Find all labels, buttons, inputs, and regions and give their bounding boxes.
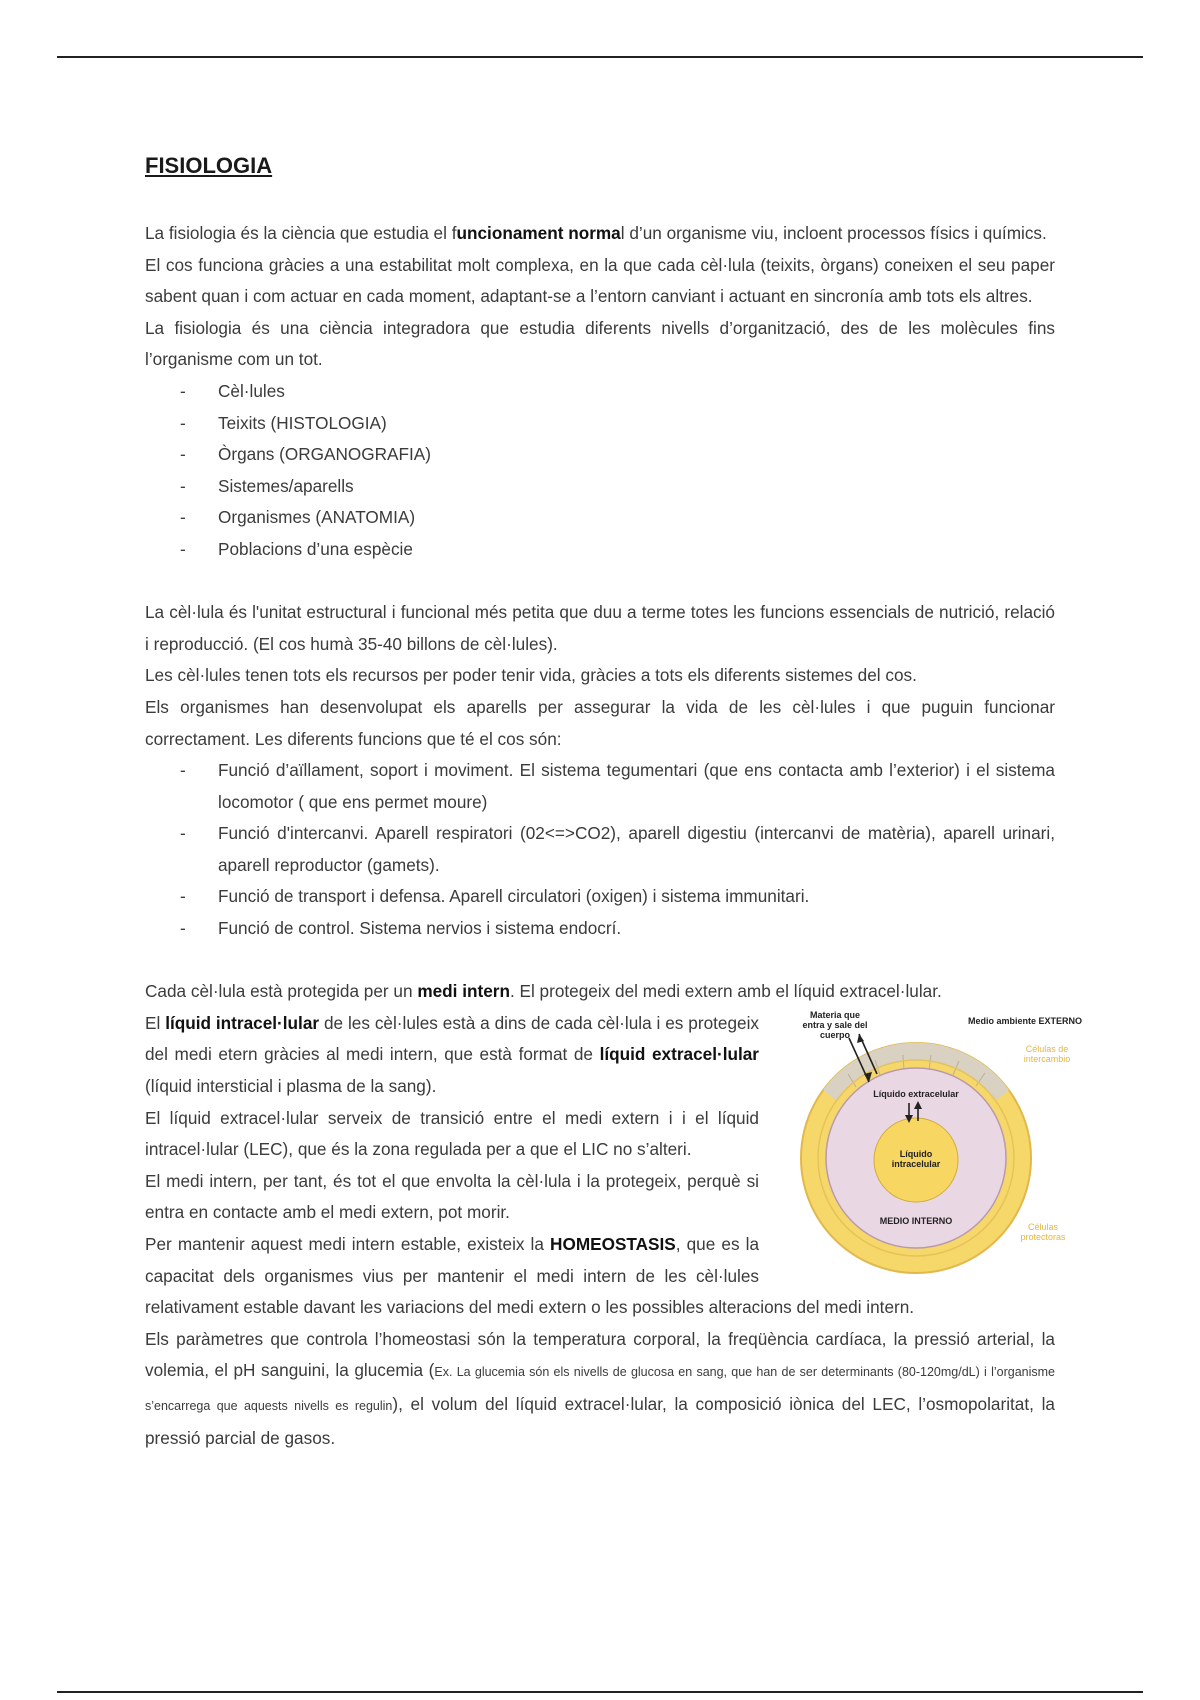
medium-text: ), el volum del líquid extracel·lular, la composició iònica del LEC, l’osmopolaritat, la pressió parcial de gasos. (145, 1393, 1055, 1448)
bold-term: HOMEOSTASIS (550, 1234, 676, 1254)
intro-text: La fisiologia és la ciència que estudia el f (145, 223, 457, 243)
medium-text: Els paràmetres que controla l’homeostasi són la temperatura corporal, la freqüència cardíaca, la pressió arterial, la volemia, el pH sanguini, la glucemia ( (145, 1328, 1055, 1381)
cell-paragraph-3: Els organismes han desenvolupat els aparells per assegurar la vida de les cèl·lules i que puguin funcionar correctament. Les diferents funcions que té el cos són: (145, 696, 1055, 749)
medium-text: . El protegeix del medi extern amb el líquid extracel·lular. (509, 981, 942, 1002)
list-item: - Sistemes/aparells (145, 471, 1055, 503)
bold-term: líquid intracel·lular (165, 1012, 320, 1033)
list-item: - Funció d'intercanvi. Aparell respiratori (02<=>CO2), aparell digestiu (intercanvi de matèria), aparell urinari, aparell reproductor (gamets). (145, 818, 1055, 881)
list-item: - Poblacions d’una espècie (145, 534, 1055, 566)
diagram-svg (773, 1008, 1083, 1276)
label-internal: MEDIO INTERNO (879, 1215, 953, 1226)
intro-paragraph-3: La fisiologia és una ciència integradora que estudia diferents nivells d’organització, des de les molècules fins l’organisme com un tot. (145, 317, 1055, 370)
top-rule (57, 56, 1143, 58)
label-protective-cells-1: Células (1027, 1221, 1059, 1232)
spacer (145, 945, 1055, 977)
page-title: FISIOLOGIA (145, 153, 273, 178)
medium-paragraph-3: El líquid extracel·lular serveix de transició entre el medi extern i i el líquid intracel·lular (LEC), que és la zona regulada per a que el LIC no s’alteri. (145, 1107, 759, 1160)
label-protective-cells-2: protectoras (1020, 1231, 1066, 1242)
label-extracellular: Líquido extracelular (873, 1088, 959, 1099)
small-note: Ex. La glucemia són els nivells de glucosa en sang, que han de ser determinants (80-120mg/dL) i l’organisme s’encarrega que aquests nivells es regulin (145, 1365, 1055, 1413)
list-item: - Funció de transport i defensa. Aparell circulatori (oxigen) i sistema immunitari. (145, 881, 1055, 913)
internal-medium-diagram (773, 1008, 1083, 1276)
intro-paragraph-2: El cos funciona gràcies a una estabilitat molt complexa, en la que cada cèl·lula (teixits, òrgans) coneixen el seu paper sabent quan i com actuar en cada moment, adaptant-se a l’entorn canviant i actuant en sincronía amb tots els altres. (145, 254, 1055, 307)
bold-term: medi intern (417, 981, 510, 1002)
list-item: - Organismes (ANATOMIA) (145, 502, 1055, 534)
medium-paragraph-4: El medi intern, per tant, és tot el que envolta la cèl·lula i la protegeix, perquè si entra en contacte amb el medi extern, pot morir. (145, 1170, 759, 1223)
medium-paragraph-6 (145, 1324, 1055, 1454)
organization-levels-list (145, 376, 1055, 566)
medium-text: Per mantenir aquest medi intern estable, existeix la (145, 1234, 551, 1254)
medium-text: Cada cèl·lula està protegida per un (145, 981, 418, 1002)
label-materia-2: entra y sale del (802, 1019, 868, 1030)
intro-paragraph-1 (145, 218, 1055, 250)
label-intracellular-2: intracelular (891, 1158, 941, 1169)
label-exchange-cells-1: Células de (1025, 1043, 1069, 1054)
medium-text: , que es la capacitat dels organismes vius per mantenir el medi intern de les cèl·lules relativament estable davant les variacions del medi extern o les possibles alteracions del medi intern. (145, 1234, 915, 1318)
list-item: - Funció de control. Sistema nervios i sistema endocrí. (145, 913, 1055, 945)
cell-paragraph-1: La cèl·lula és l'unitat estructural i funcional més petita que duu a terme totes les funcions essencials de nutrició, relació i reproducció. (El cos humà 35-40 billons de cèl·lules). (145, 602, 1055, 654)
intro-text: l d’un organisme viu, incloent processos físics i químics. (620, 223, 1047, 243)
label-materia-3: cuerpo (819, 1029, 851, 1040)
label-intracellular-1: Líquido (899, 1148, 933, 1159)
label-exchange-cells-2: intercambio (1023, 1053, 1071, 1064)
medium-text: (líquid intersticial i plasma de la sang). (145, 1076, 437, 1097)
bold-term: líquid extracel·lular (599, 1044, 759, 1065)
cell-paragraph-2: Les cèl·lules tenen tots els recursos per poder tenir vida, gràcies a tots els diferents sistemes del cos. (145, 665, 917, 686)
medium-text: de les cèl·lules està a dins de cada cèl·lula i es protegeix del medi etern gràcies al medi intern, que està format de (145, 1012, 759, 1065)
list-item: - Teixits (HISTOLOGIA) (145, 408, 1055, 440)
spacer (145, 566, 1055, 598)
document-body (145, 148, 1083, 1454)
medium-text: El (145, 1012, 166, 1033)
list-item: - Òrgans (ORGANOGRAFIA) (145, 439, 1055, 471)
medium-paragraph-1 (145, 976, 1055, 1008)
list-item: - Funció d’aïllament, soport i moviment. El sistema tegumentari (que ens contacta amb l’exterior) i el sistema locomotor ( que ens permet moure) (145, 755, 1055, 818)
label-materia-1: Materia que (809, 1009, 861, 1020)
bottom-rule (57, 1691, 1143, 1693)
list-item: - Cèl·lules (145, 376, 1055, 408)
label-external: Medio ambiente EXTERNO (968, 1015, 1083, 1026)
body-functions-list (145, 755, 1055, 945)
bold-term: uncionament norma (456, 223, 621, 243)
